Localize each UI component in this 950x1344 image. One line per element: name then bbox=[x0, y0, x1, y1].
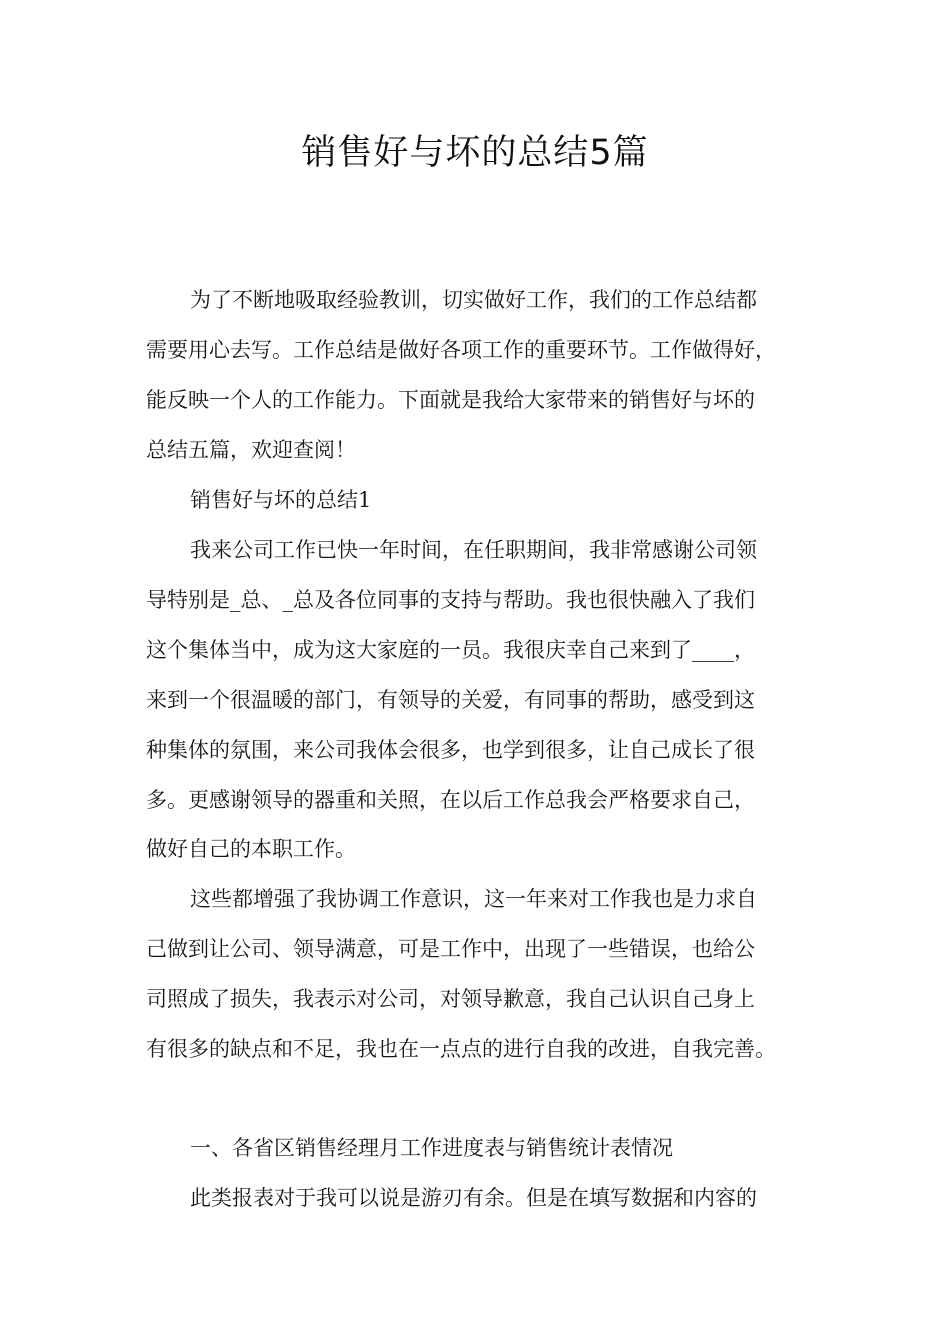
section-heading: 销售好与坏的总结1 bbox=[190, 488, 372, 512]
paragraph-line: 己做到让公司、领导满意，可是工作中，出现了一些错误，也给公 bbox=[146, 937, 755, 961]
paragraph-line: 能反映一个人的工作能力。下面就是我给大家带来的销售好与坏的 bbox=[146, 388, 755, 412]
paragraph-line: 司照成了损失，我表示对公司，对领导歉意，我自己认识自己身上 bbox=[146, 987, 755, 1011]
paragraph-line: 此类报表对于我可以说是游刃有余。但是在填写数据和内容的 bbox=[190, 1186, 757, 1210]
paragraph-line: 做好自己的本职工作。 bbox=[146, 837, 356, 861]
paragraph-line: 总结五篇，欢迎查阅！ bbox=[146, 438, 356, 462]
paragraph-line: 这些都增强了我协调工作意识，这一年来对工作我也是力求自 bbox=[190, 887, 757, 911]
paragraph-line: 来到一个很温暖的部门，有领导的关爱，有同事的帮助，感受到这 bbox=[146, 688, 755, 712]
paragraph-line: 种集体的氛围，来公司我体会很多，也学到很多，让自己成长了很 bbox=[146, 738, 755, 762]
paragraph-line: 导特别是_总、_总及各位同事的支持与帮助。我也很快融入了我们 bbox=[146, 588, 755, 612]
paragraph-line: 需要用心去写。工作总结是做好各项工作的重要环节。工作做得好， bbox=[146, 338, 776, 362]
paragraph-line: 多。更感谢领导的器重和关照，在以后工作总我会严格要求自己， bbox=[146, 788, 755, 812]
paragraph-line: 有很多的缺点和不足，我也在一点点的进行自我的改进，自我完善。 bbox=[146, 1037, 776, 1061]
subsection-heading: 一、各省区销售经理月工作进度表与销售统计表情况 bbox=[190, 1136, 673, 1160]
paragraph-line: 为了不断地吸取经验教训，切实做好工作，我们的工作总结都 bbox=[190, 288, 757, 312]
paragraph-line: 我来公司工作已快一年时间，在任职期间，我非常感谢公司领 bbox=[190, 538, 757, 562]
paragraph-line: 这个集体当中，成为这大家庭的一员。我很庆幸自己来到了____， bbox=[146, 638, 755, 662]
document-title: 销售好与坏的总结5篇 bbox=[301, 133, 649, 173]
